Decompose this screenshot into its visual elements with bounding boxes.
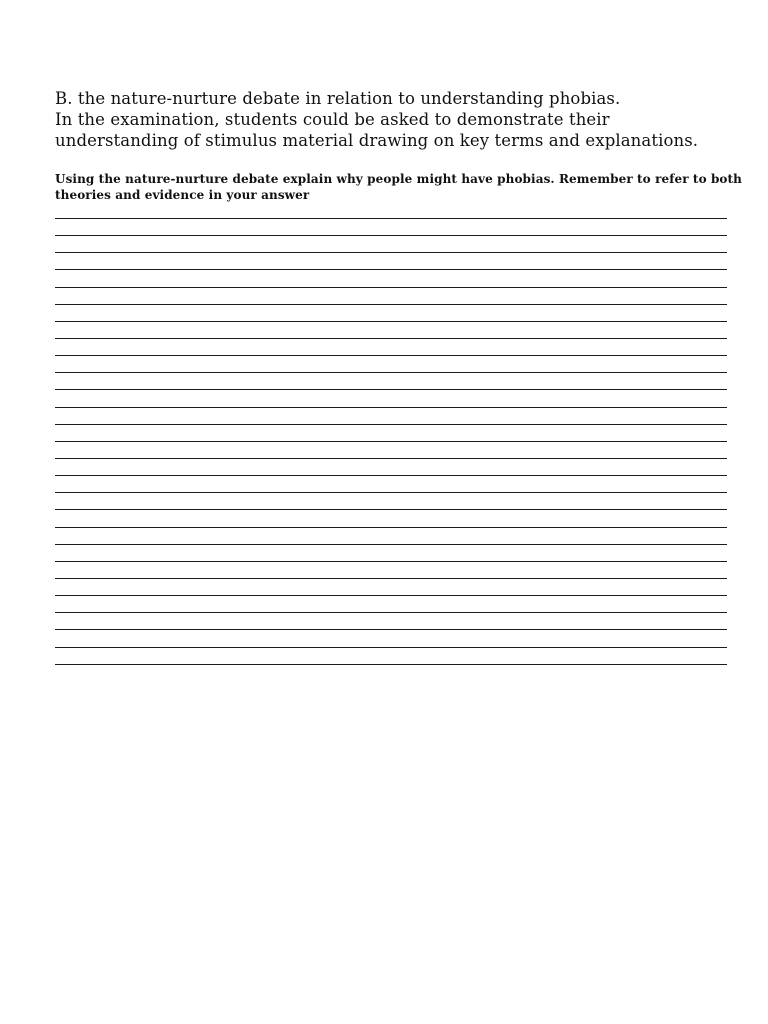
answer-line[interactable] xyxy=(55,389,727,406)
heading-line-1: B. the nature-nurture debate in relation to understanding phobias. xyxy=(55,89,621,108)
answer-line[interactable] xyxy=(55,595,727,612)
answer-line[interactable] xyxy=(55,321,727,338)
answer-line[interactable] xyxy=(55,509,727,526)
question-line-2: theories and evidence in your answer xyxy=(55,188,310,202)
answer-line[interactable] xyxy=(55,441,727,458)
answer-line[interactable] xyxy=(55,629,727,646)
heading-line-2: In the examination, students could be asked to demonstrate their xyxy=(55,110,610,129)
answer-line[interactable] xyxy=(55,407,727,424)
question-prompt xyxy=(55,171,745,203)
answer-line[interactable] xyxy=(55,544,727,561)
answer-line[interactable] xyxy=(55,287,727,304)
answer-line[interactable] xyxy=(55,561,727,578)
answer-line[interactable] xyxy=(55,218,727,235)
heading-line-3: understanding of stimulus material drawing on key terms and explanations. xyxy=(55,131,699,150)
answer-line[interactable] xyxy=(55,527,727,544)
answer-line[interactable] xyxy=(55,355,727,372)
answer-lines[interactable] xyxy=(55,218,727,681)
answer-line[interactable] xyxy=(55,235,727,252)
answer-line[interactable] xyxy=(55,612,727,629)
answer-line[interactable] xyxy=(55,269,727,286)
answer-line[interactable] xyxy=(55,252,727,269)
answer-line[interactable] xyxy=(55,475,727,492)
question-line-1: Using the nature-nurture debate explain why people might have phobias. Remember to refer to both xyxy=(55,172,743,186)
answer-line[interactable] xyxy=(55,458,727,475)
answer-line[interactable] xyxy=(55,338,727,355)
answer-line[interactable] xyxy=(55,492,727,509)
answer-line[interactable] xyxy=(55,304,727,321)
answer-line[interactable] xyxy=(55,664,727,681)
answer-line[interactable] xyxy=(55,372,727,389)
answer-line[interactable] xyxy=(55,647,727,664)
answer-line[interactable] xyxy=(55,578,727,595)
section-heading xyxy=(55,88,745,151)
answer-line[interactable] xyxy=(55,424,727,441)
